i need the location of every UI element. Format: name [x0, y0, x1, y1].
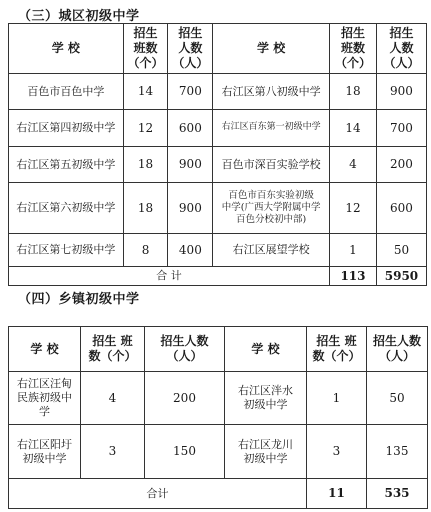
section3-title: （三）城区初级中学: [18, 9, 140, 24]
table-row: [9, 183, 427, 234]
school-header: 学 校: [9, 327, 81, 372]
classes-header: 招生 班 数（个）: [307, 327, 367, 372]
student-count: 135: [367, 425, 428, 479]
class-count: 12: [123, 110, 168, 147]
class-count: 14: [123, 74, 168, 110]
class-count: 3: [307, 425, 367, 479]
school-name: 右江区阳圩 初级中学: [9, 425, 81, 479]
table-row: [9, 147, 427, 183]
township-schools-table: [8, 326, 428, 509]
total-classes: 11: [307, 479, 367, 509]
school-header: 学 校: [213, 24, 330, 74]
class-count: 8: [123, 234, 168, 267]
table-header-row: [9, 24, 427, 74]
student-count: 50: [376, 234, 426, 267]
classes-header: 招生 班 数（个）: [81, 327, 145, 372]
school-name: 右江区第五初级中学: [9, 147, 124, 183]
student-count: 200: [376, 147, 426, 183]
student-count: 150: [145, 425, 225, 479]
students-header: 招生 人数 （人）: [168, 24, 213, 74]
class-count: 3: [81, 425, 145, 479]
school-name: 百色市百色中学: [9, 74, 124, 110]
total-label: 合计: [9, 479, 307, 509]
class-count: 4: [330, 147, 377, 183]
student-count: 200: [145, 372, 225, 425]
school-name: 右江区展望学校: [213, 234, 330, 267]
classes-header: 招生 班数 （个）: [123, 24, 168, 74]
school-name: 右江区第六初级中学: [9, 183, 124, 234]
student-count: 400: [168, 234, 213, 267]
student-count: 900: [376, 74, 426, 110]
school-name: 右江区汪甸 民族初级中 学: [9, 372, 81, 425]
school-name: 右江区百东第一初级中学: [213, 110, 330, 147]
school-name: 右江区龙川 初级中学: [225, 425, 307, 479]
table-row: [9, 234, 427, 267]
urban-schools-table: [8, 23, 427, 286]
table-row: [9, 110, 427, 147]
student-count: 600: [168, 110, 213, 147]
class-count: 18: [330, 74, 377, 110]
school-name: 右江区泮水 初级中学: [225, 372, 307, 425]
school-name: 百色市百东实验初级 中学(广西大学附属中学 百色分校初中部): [213, 183, 330, 234]
school-header: 学 校: [225, 327, 307, 372]
class-count: 12: [330, 183, 377, 234]
total-students: 535: [367, 479, 428, 509]
class-count: 1: [307, 372, 367, 425]
student-count: 700: [168, 74, 213, 110]
students-header: 招生人数 （人）: [145, 327, 225, 372]
class-count: 1: [330, 234, 377, 267]
table-header-row: [9, 327, 428, 372]
student-count: 900: [168, 147, 213, 183]
school-header: 学 校: [9, 24, 124, 74]
section4-title: （四）乡镇初级中学: [18, 292, 140, 307]
table-row: [9, 74, 427, 110]
student-count: 600: [376, 183, 426, 234]
class-count: 4: [81, 372, 145, 425]
students-header: 招生人数 （人）: [367, 327, 428, 372]
student-count: 700: [376, 110, 426, 147]
school-name: 右江区第四初级中学: [9, 110, 124, 147]
class-count: 18: [123, 147, 168, 183]
table-row: [9, 425, 428, 479]
class-count: 18: [123, 183, 168, 234]
school-name: 右江区第八初级中学: [213, 74, 330, 110]
total-row: [9, 479, 428, 509]
classes-header: 招生 班数 （个）: [330, 24, 377, 74]
school-name: 百色市深百实验学校: [213, 147, 330, 183]
total-students: 5950: [376, 267, 426, 286]
total-row: [9, 267, 427, 286]
school-name: 右江区第七初级中学: [9, 234, 124, 267]
table-row: [9, 372, 428, 425]
class-count: 14: [330, 110, 377, 147]
students-header: 招生 人数 （人）: [376, 24, 426, 74]
total-classes: 113: [330, 267, 377, 286]
student-count: 50: [367, 372, 428, 425]
total-label: 合 计: [9, 267, 330, 286]
student-count: 900: [168, 183, 213, 234]
